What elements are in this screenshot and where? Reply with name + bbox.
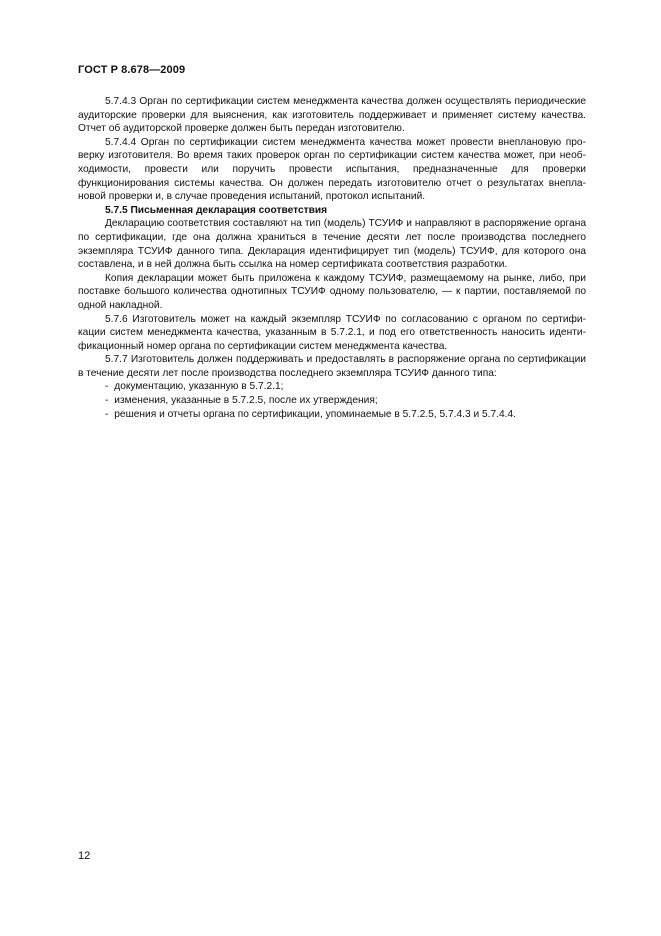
page-number: 12 <box>78 850 91 862</box>
list-item <box>78 394 586 408</box>
list-item <box>78 408 586 422</box>
paragraph-5-7-7: 5.7.7 Изготовитель должен поддерживать и предоставлять в распоряжение органа по сертификации в течение десяти лет после производства последнего экземпляра ТСУИФ данного типа: <box>78 354 586 379</box>
list-item-text: решения и отчеты органа по сертификации, упоминаемые в 5.7.2.5, 5.7.4.3 и 5.7.4.4. <box>114 408 516 420</box>
dash-bullet: - <box>105 408 109 420</box>
list-item-text: изменения, указанные в 5.7.2.5, после их утверждения; <box>114 395 378 407</box>
document-body <box>78 95 586 421</box>
document-header: ГОСТ Р 8.678—2009 <box>78 64 186 76</box>
paragraph-5-7-6: 5.7.6 Изготовитель может на каждый экземпляр ТСУИФ по согласованию с органом по сертификации систем менеджмента качества, указанным в 5.7.2.1, и под его ответственность наносить идентификационный номер органа по сертификации систем менеджмента качества. <box>78 313 586 352</box>
dash-bullet: - <box>105 381 109 393</box>
list-item <box>78 380 586 394</box>
dash-bullet: - <box>105 395 109 407</box>
paragraph-5-7-5-declaration: Декларацию соответствия составляют на тип (модель) ТСУИФ и направляют в распоряжение органа по сертификации, где она должна храниться в течение десяти лет после производства последнего экземпляра ТСУИФ данного типа. Декларация идентифицирует тип (модель) ТСУИФ, для которого она составлена, и в ней должна быть ссылка на номер сертификата соответствия разработки. <box>78 218 586 271</box>
paragraph-5-7-4-4: 5.7.4.4 Орган по сертификации систем менеджмента качества может провести внеплановую проверку изготовителя. Во время таких проверок орган по сертификации систем качества может, при необходимости, провести или поручить провести испытания, предназначенные для проверки функционирования системы качества. Он должен передать изготовителю отчет о результатах внеплановой проверки и, в случае проведения испытаний, протокол испытаний. <box>78 136 586 203</box>
paragraph-5-7-4-3: 5.7.4.3 Орган по сертификации систем менеджмента качества должен осуществлять периодические аудиторские проверки для выяснения, как изготовитель поддерживает и применяет систему качества. Отчет об аудиторской проверке должен быть передан изготовителю. <box>78 96 586 135</box>
requirements-list <box>78 380 586 421</box>
paragraph-5-7-5-copy: Копия декларации может быть приложена к каждому ТСУИФ, размещаемому на рынке, либо, при поставке большого количества однотипных ТСУИФ одному пользователю, — к партии, поставляемой по одной накладной. <box>78 272 586 311</box>
list-item-text: документацию, указанную в 5.7.2.1; <box>114 381 284 393</box>
section-heading-5-7-5: 5.7.5 Письменная декларация соответствия <box>105 204 328 216</box>
